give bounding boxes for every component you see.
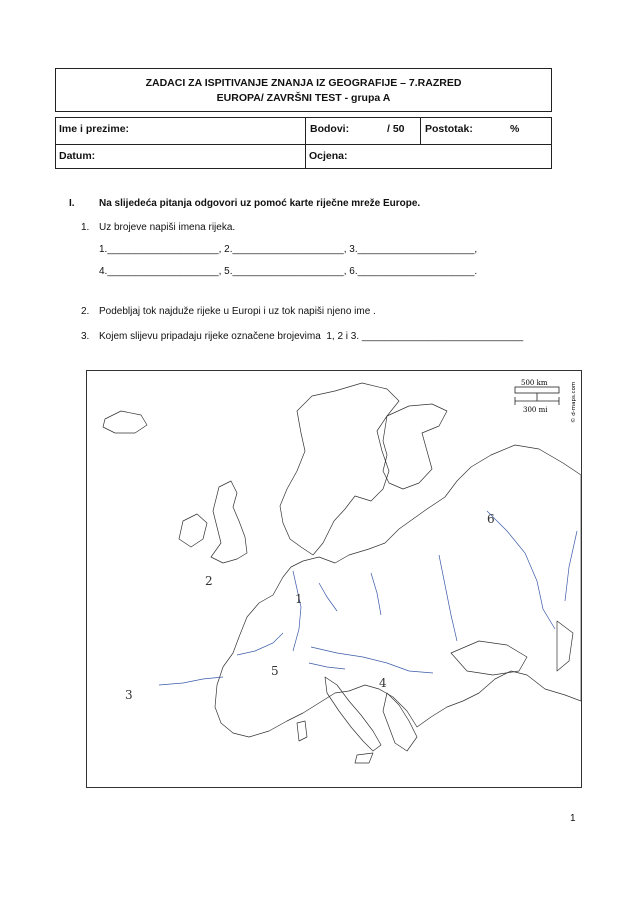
student-info-table — [55, 117, 552, 169]
sardinia-coastline — [297, 721, 307, 741]
europe-outline-svg — [87, 371, 582, 788]
river-loire — [237, 633, 283, 655]
finland-coastline — [383, 404, 447, 489]
question-1-answer-line-2[interactable]: 4.____________________, 5.____________________, 6._____________________. — [99, 266, 478, 277]
river-label-2: 2 — [205, 574, 213, 588]
grade-field[interactable] — [306, 144, 552, 169]
table-divider — [420, 118, 421, 144]
question-1-answer-line-1[interactable]: 1.____________________, 2.____________________, 3._____________________, — [99, 244, 478, 255]
river-po — [309, 663, 345, 669]
river-label-3: 3 — [125, 688, 133, 702]
map-watermark: © d-maps.com — [571, 381, 577, 423]
section-number: I. — [69, 198, 75, 209]
black-sea-coastline — [451, 641, 527, 675]
question-1-text: Uz brojeve napiši imena rijeka. — [99, 222, 236, 233]
percent-symbol: % — [510, 123, 520, 135]
caspian-coastline — [557, 621, 573, 671]
points-label: Bodovi: — [310, 123, 350, 135]
ireland-coastline — [179, 514, 207, 547]
date-field[interactable] — [56, 144, 305, 169]
points-field[interactable] — [307, 118, 420, 144]
question-3-number: 3. — [81, 331, 90, 342]
name-label: Ime i prezime: — [59, 123, 130, 135]
question-2-text: Podebljaj tok najduže rijeke u Europi i uz tok napiši njeno ime . — [99, 306, 376, 317]
header-title: ZADACI ZA ISPITIVANJE ZNANJA IZ GEOGRAFIJE – 7.RAZRED — [145, 77, 462, 89]
question-2-number: 2. — [81, 306, 90, 317]
river-label-4: 4 — [379, 676, 387, 690]
question-3-text[interactable]: Kojem slijevu pripadaju rijeke označene brojevima 1, 2 i 3. _____________________________ — [99, 331, 524, 342]
balkan-coastline — [383, 693, 417, 751]
percent-field[interactable] — [422, 118, 552, 144]
river-volga — [487, 511, 555, 629]
river-label-6: 6 — [487, 512, 495, 526]
river-danube — [311, 647, 433, 673]
question-1-number: 1. — [81, 222, 90, 233]
river-ural — [565, 531, 577, 601]
mainland-coastline — [215, 445, 581, 737]
scale-km-label: 500 km — [521, 379, 548, 387]
header-subtitle: EUROPA/ ZAVRŠNI TEST - grupa A — [216, 92, 391, 104]
river-label-5: 5 — [271, 664, 279, 678]
points-value: / 50 — [387, 123, 405, 135]
test-header — [55, 68, 552, 112]
section-title: Na slijedeća pitanja odgovori uz pomoć karte riječne mreže Europe. — [99, 198, 421, 209]
river-vistula — [371, 573, 381, 615]
map-scale — [515, 387, 559, 405]
name-field[interactable] — [56, 118, 305, 144]
river-elbe — [319, 583, 337, 611]
italy-coastline — [325, 677, 381, 751]
percent-label: Postotak: — [425, 123, 473, 135]
date-label: Datum: — [59, 150, 96, 162]
europe-river-map — [86, 370, 582, 788]
river-rhine — [293, 571, 301, 651]
river-tagus — [159, 677, 223, 685]
scale-mi-label: 300 mi — [523, 406, 548, 414]
sicily-coastline — [355, 753, 373, 763]
river-label-1: 1 — [295, 592, 303, 606]
river-dnieper — [439, 555, 457, 641]
iceland-coastline — [103, 411, 147, 433]
scandinavia-coastline — [280, 383, 399, 555]
grade-label: Ocjena: — [309, 150, 348, 162]
page-number: 1 — [570, 813, 576, 824]
britain-coastline — [211, 481, 247, 563]
